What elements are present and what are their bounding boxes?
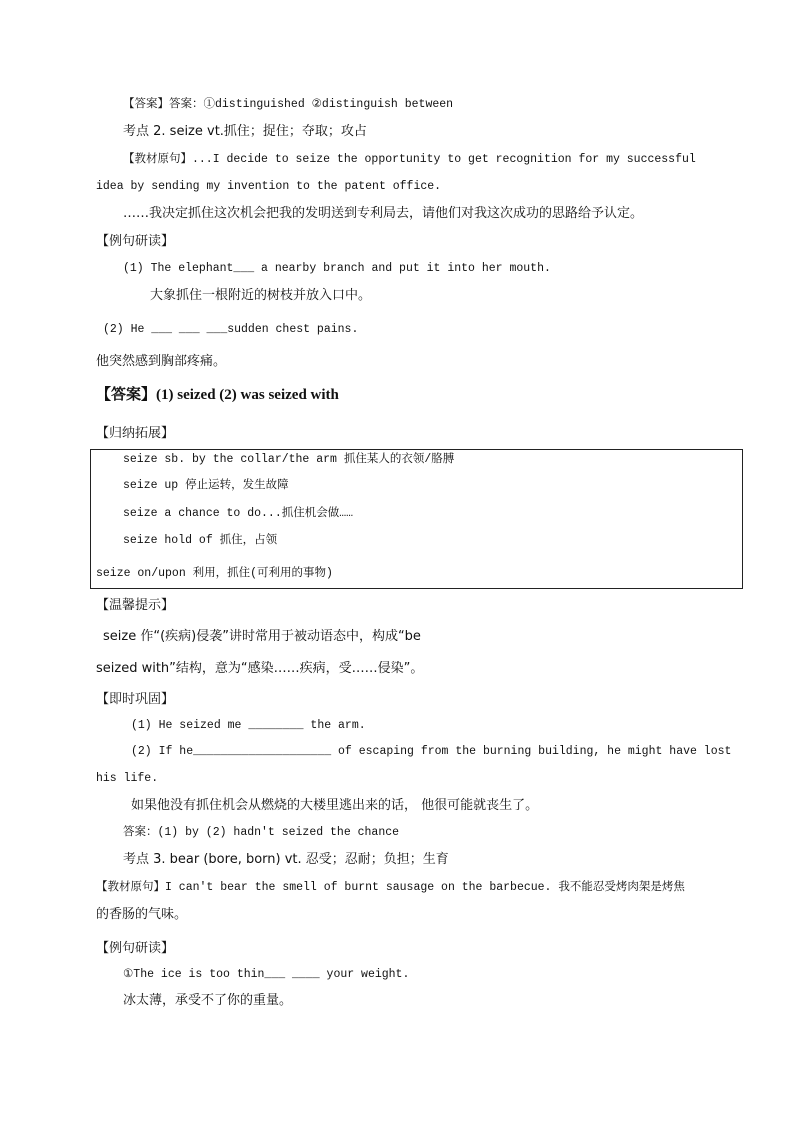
tip-line-1: seize 作“(疾病)侵袭”讲时常用于被动语态中，构成“be [103, 629, 421, 644]
practice-heading: 【即时巩固】 [96, 692, 175, 707]
example-answer: 【答案】(1) seized (2) was seized with [96, 387, 339, 403]
example-sentence-1: (1) The elephant___ a nearby branch and put it into her mouth. [123, 262, 551, 275]
textbook-sentence-2-line-2: 的香肠的气味。 [96, 907, 188, 922]
example-sentence-3: ①The ice is too thin___ ____ your weight. [123, 968, 410, 981]
textbook-sentence-line-2: idea by sending my invention to the patent office. [96, 180, 442, 193]
practice-question-2-line-2: his life. [96, 772, 159, 785]
practice-question-1: (1) He seized me ________ the arm. [131, 719, 366, 732]
summary-item-4: seize hold of 抓住，占领 [123, 534, 278, 547]
key-point-3-heading: 考点 3. bear (bore, born) vt. 忍受；忍耐；负担；生育 [123, 852, 449, 867]
summary-item-5: seize on/upon 利用，抓住(可利用的事物) [96, 567, 333, 580]
summary-heading: 【归纳拓展】 [96, 426, 175, 441]
answer-line-1: 【答案】答案：①distinguished ②distinguish between [123, 98, 454, 111]
textbook-sentence-translation: ……我决定抓住这次机会把我的发明送到专利局去，请他们对我这次成功的思路给予认定。 [123, 206, 644, 221]
summary-item-1: seize sb. by the collar/the arm 抓住某人的衣领/胳膊 [123, 453, 455, 466]
example-sentence-2: (2) He ___ ___ ___sudden chest pains. [103, 323, 359, 336]
tip-heading: 【温馨提示】 [96, 598, 175, 613]
practice-question-2-line-1: (2) If he____________________ of escaping from the burning building, he might have lost [131, 745, 732, 758]
example-translation-1: 大象抓住一根附近的树枝并放入口中。 [150, 288, 372, 303]
summary-item-2: seize up 停止运转，发生故障 [123, 479, 289, 492]
practice-question-2-translation: 如果他没有抓住机会从燃烧的大楼里逃出来的话， 他很可能就丧生了。 [131, 798, 539, 813]
summary-item-3: seize a chance to do...抓住机会做…… [123, 507, 354, 520]
textbook-sentence-line-1: 【教材原句】...I decide to seize the opportunity to get recognition for my successful [123, 153, 696, 166]
example-study-heading-2: 【例句研读】 [96, 941, 175, 956]
key-point-2-heading: 考点 2. seize vt.抓住；捉住；夺取；攻占 [123, 124, 367, 139]
textbook-sentence-2-line-1: 【教材原句】I can't bear the smell of burnt sausage on the barbecue. 我不能忍受烤肉架是烤焦 [96, 881, 685, 894]
example-translation-2: 他突然感到胸部疼痛。 [96, 354, 227, 369]
example-study-heading: 【例句研读】 [96, 234, 175, 249]
example-translation-3: 冰太薄，承受不了你的重量。 [123, 993, 293, 1008]
tip-line-2: seized with”结构，意为“感染……疾病，受……侵染”。 [96, 661, 424, 676]
practice-answer: 答案：(1) by (2) hadn't seized the chance [123, 826, 400, 839]
